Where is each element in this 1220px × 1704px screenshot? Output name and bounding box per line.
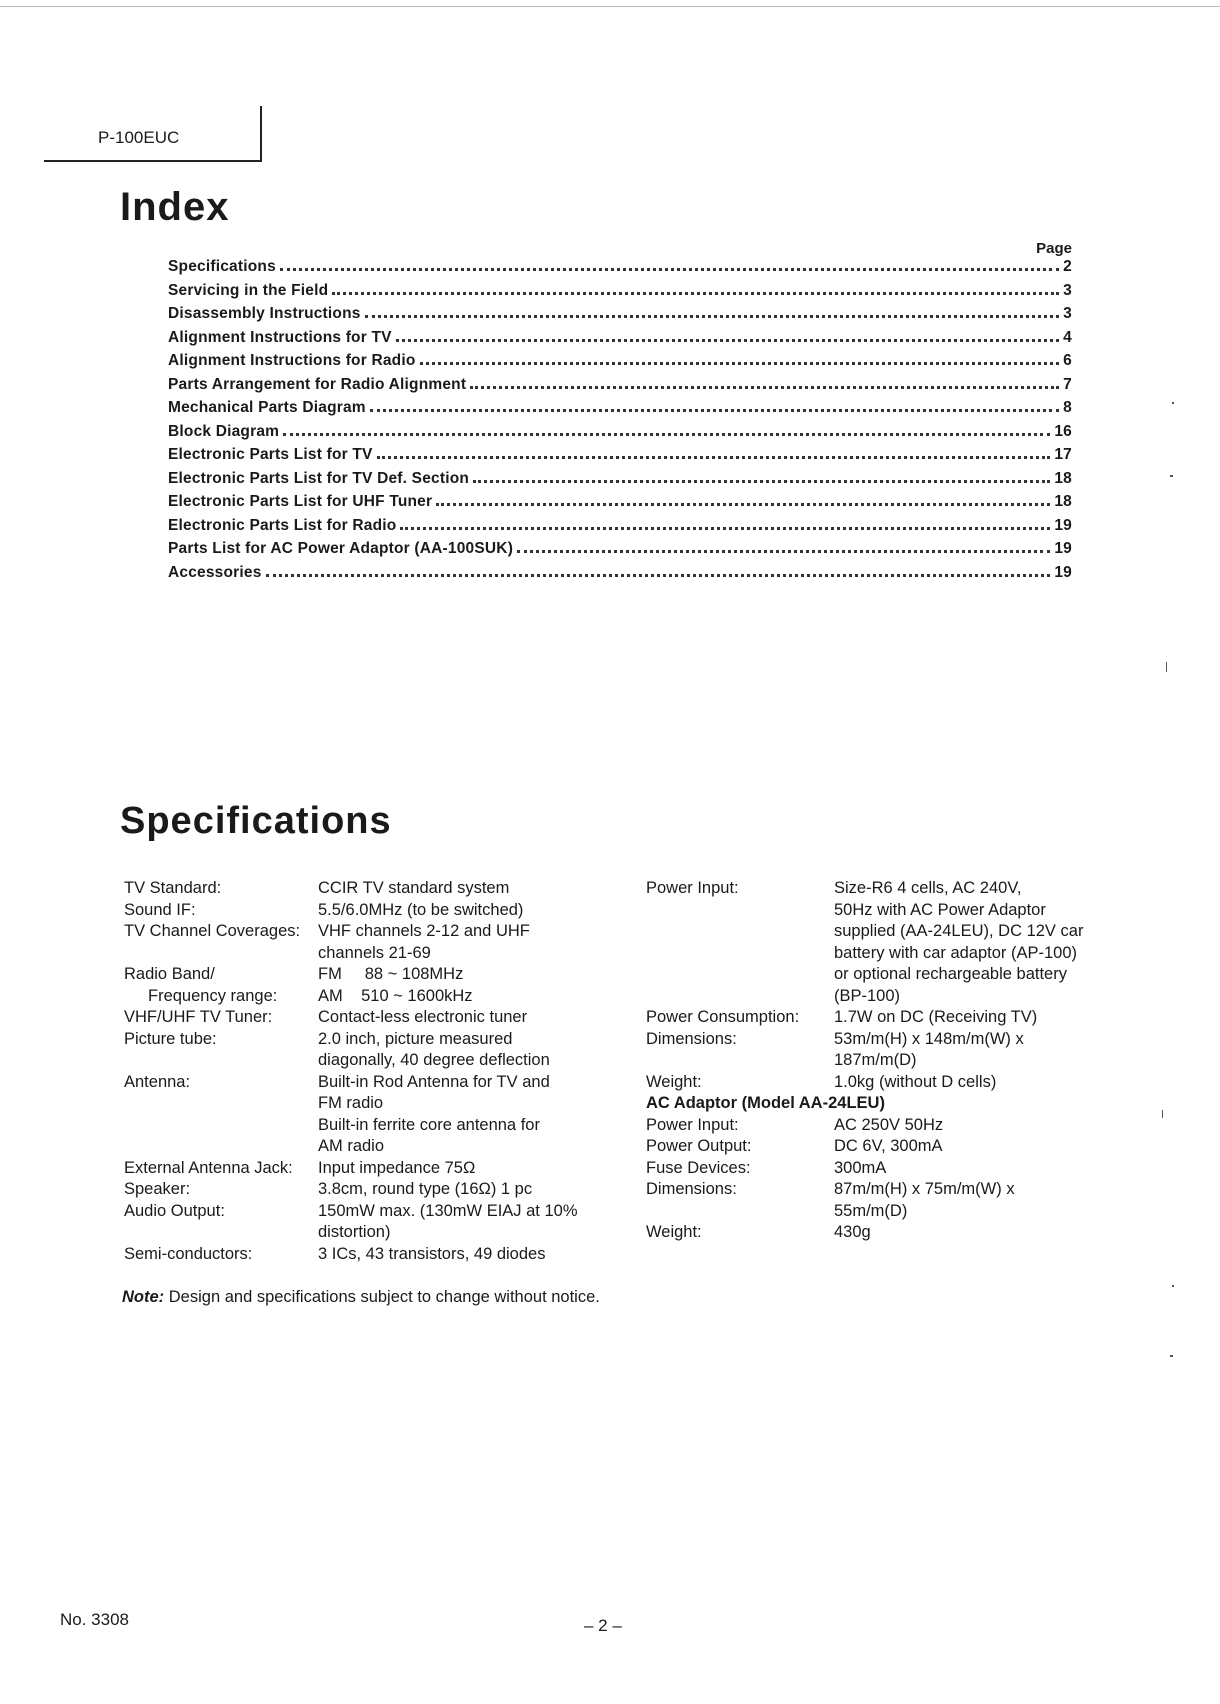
- spec-key: Semi-conductors:: [124, 1244, 253, 1263]
- spec-key: Weight:: [646, 1223, 702, 1241]
- index-entry: [168, 470, 1072, 494]
- spec-key: Sound IF:: [124, 900, 196, 919]
- dot-leader: [436, 502, 1050, 506]
- spec-note: [122, 1288, 600, 1307]
- index-entry-page: 17: [1054, 446, 1072, 463]
- spec-row: [124, 986, 624, 1008]
- spec-key: Dimensions:: [646, 1029, 737, 1048]
- spec-value: CCIR TV standard system: [318, 879, 510, 897]
- index-entry: [168, 329, 1072, 353]
- dot-leader: [283, 432, 1050, 436]
- spec-row: [646, 964, 1106, 986]
- top-rule: [0, 6, 1220, 7]
- spec-key: [646, 986, 834, 1008]
- index-entry-page: 2: [1063, 258, 1072, 275]
- specifications-title: Specifications: [120, 800, 392, 842]
- spec-key: TV Standard:: [124, 879, 222, 897]
- dot-leader: [470, 385, 1059, 389]
- spec-row: [124, 1222, 624, 1244]
- spec-row: [646, 1072, 1106, 1094]
- index-entry-label: Mechanical Parts Diagram: [168, 399, 366, 416]
- index-entry-page: 18: [1054, 493, 1072, 510]
- index-entry-page: 4: [1063, 328, 1072, 346]
- dot-leader: [420, 361, 1060, 365]
- spec-key: TV Channel Coverages:: [124, 922, 301, 940]
- index-entry-label: Accessories: [168, 563, 262, 581]
- index-title: Index: [120, 185, 230, 229]
- index-entry-page: 8: [1063, 399, 1072, 416]
- index-entry: [168, 282, 1072, 306]
- index-entry-label: Electronic Parts List for TV: [168, 446, 373, 463]
- spec-value: 1.0kg (without D cells): [834, 1072, 997, 1091]
- spec-value: 150mW max. (130mW EIAJ at 10%: [318, 1201, 578, 1220]
- index-entry-label: Disassembly Instructions: [168, 305, 361, 322]
- spec-key: [124, 1093, 318, 1115]
- index-entry: [168, 376, 1072, 400]
- index-entry-label: Servicing in the Field: [168, 281, 329, 299]
- spec-row: [124, 1244, 624, 1266]
- spec-key: [646, 943, 834, 965]
- spec-value: 430g: [834, 1223, 871, 1241]
- index-entry-label: Parts Arrangement for Radio Alignment: [168, 375, 467, 393]
- spec-key: [124, 1222, 318, 1244]
- spec-row: [124, 1201, 624, 1223]
- spec-row: [124, 1007, 624, 1029]
- index-entry: [168, 399, 1072, 423]
- spec-row: [124, 1179, 624, 1201]
- index-entry: [168, 352, 1072, 376]
- note-text: Design and specifications subject to change without notice.: [168, 1288, 600, 1306]
- dot-leader: [517, 549, 1050, 553]
- spec-row: [124, 900, 624, 922]
- spec-value: Input impedance 75Ω: [318, 1158, 476, 1177]
- spec-key: [646, 921, 834, 943]
- scan-speck: [1172, 1285, 1174, 1287]
- spec-row: [124, 1115, 624, 1137]
- spec-row: [646, 900, 1106, 922]
- index-entry-page: 16: [1054, 422, 1072, 440]
- spec-row: [646, 1136, 1106, 1158]
- spec-value: Built-in Rod Antenna for TV and: [318, 1072, 550, 1091]
- dot-leader: [280, 267, 1059, 271]
- spec-value: FM 88 ~ 108MHz: [318, 965, 464, 983]
- spec-key: [646, 964, 834, 986]
- index-list: [168, 258, 1072, 587]
- index-entry-page: 19: [1054, 516, 1072, 534]
- spec-value: or optional rechargeable battery: [834, 965, 1067, 983]
- index-entry-page: 19: [1054, 563, 1072, 581]
- spec-row: [124, 1050, 624, 1072]
- index-entry: [168, 540, 1072, 564]
- spec-key: Audio Output:: [124, 1201, 225, 1220]
- spec-row: [646, 1007, 1106, 1029]
- spec-row: [124, 878, 624, 900]
- spec-key: [646, 1201, 834, 1223]
- index-page-header: Page: [1036, 240, 1072, 257]
- spec-value: 2.0 inch, picture measured: [318, 1029, 513, 1048]
- dot-leader: [266, 573, 1051, 577]
- dot-leader: [396, 338, 1060, 342]
- spec-row: [124, 964, 624, 986]
- index-entry-label: Electronic Parts List for Radio: [168, 516, 397, 534]
- model-number: P-100EUC: [98, 128, 180, 147]
- note-label: Note:: [122, 1288, 165, 1306]
- spec-key: External Antenna Jack:: [124, 1158, 293, 1177]
- spec-row: [646, 1050, 1106, 1072]
- spec-key: Picture tube:: [124, 1029, 217, 1048]
- dot-leader: [473, 479, 1050, 483]
- spec-row: [646, 878, 1106, 900]
- spec-key: Weight:: [646, 1072, 702, 1091]
- dot-leader: [365, 314, 1060, 318]
- spec-value: battery with car adaptor (AP-100): [834, 943, 1078, 962]
- index-entry-label: Electronic Parts List for UHF Tuner: [168, 493, 433, 510]
- spec-value: Contact-less electronic tuner: [318, 1008, 528, 1026]
- index-entry: [168, 446, 1072, 470]
- index-entry: [168, 493, 1072, 517]
- spec-value: FM radio: [318, 1094, 384, 1112]
- index-entry-label: Parts List for AC Power Adaptor (AA-100SUK): [168, 540, 514, 557]
- spec-value: AM radio: [318, 1137, 385, 1155]
- spec-key: [646, 900, 834, 922]
- spec-right-column: [646, 878, 1106, 1244]
- spec-value: AC 250V 50Hz: [834, 1115, 944, 1134]
- spec-value: 3.8cm, round type (16Ω) 1 pc: [318, 1180, 533, 1198]
- spec-row: [646, 1029, 1106, 1051]
- spec-left-column: [124, 878, 624, 1265]
- spec-value: AM 510 ~ 1600kHz: [318, 986, 473, 1005]
- spec-row: [124, 1136, 624, 1158]
- page-number: – 2 –: [584, 1616, 622, 1635]
- index-entry-label: Electronic Parts List for TV Def. Section: [168, 469, 470, 487]
- spec-value: Size-R6 4 cells, AC 240V,: [834, 879, 1022, 897]
- spec-row: [646, 1222, 1106, 1244]
- spec-key: Power Input:: [646, 879, 739, 897]
- model-box: [44, 106, 262, 162]
- spec-row: [124, 1093, 624, 1115]
- index-entry: [168, 305, 1072, 329]
- spec-key: Power Input:: [646, 1115, 739, 1134]
- spec-value: 3 ICs, 43 transistors, 49 diodes: [318, 1244, 546, 1263]
- spec-key: Fuse Devices:: [646, 1158, 751, 1177]
- spec-value: 53m/m(H) x 148m/m(W) x: [834, 1029, 1024, 1048]
- spec-row: [646, 1115, 1106, 1137]
- scan-speck: [1170, 1355, 1173, 1357]
- spec-value: 55m/m(D): [834, 1201, 908, 1220]
- spec-key: Antenna:: [124, 1072, 191, 1091]
- index-entry: [168, 258, 1072, 282]
- spec-value: 300mA: [834, 1158, 887, 1177]
- spec-value: channels 21-69: [318, 943, 431, 962]
- spec-key: Frequency range:: [148, 986, 278, 1005]
- index-entry-label: Alignment Instructions for Radio: [168, 352, 416, 369]
- spec-value: (BP-100): [834, 986, 901, 1005]
- spec-value: 187m/m(D): [834, 1051, 917, 1069]
- spec-value: 1.7W on DC (Receiving TV): [834, 1008, 1038, 1026]
- dot-leader: [377, 455, 1051, 459]
- spec-row: [646, 1158, 1106, 1180]
- scan-speck: [1172, 402, 1174, 404]
- dot-leader: [370, 408, 1059, 412]
- spec-value: 5.5/6.0MHz (to be switched): [318, 900, 524, 919]
- document-number: No. 3308: [60, 1610, 129, 1629]
- index-entry-page: 6: [1063, 352, 1072, 369]
- spec-row: [646, 1179, 1106, 1201]
- spec-key: Power Consumption:: [646, 1008, 800, 1026]
- index-entry-page: 3: [1063, 281, 1072, 299]
- spec-key: [124, 1115, 318, 1137]
- spec-row: [124, 943, 624, 965]
- spec-value: 87m/m(H) x 75m/m(W) x: [834, 1180, 1015, 1198]
- spec-value: DC 6V, 300mA: [834, 1137, 943, 1155]
- spec-row: [646, 921, 1106, 943]
- spec-key: [646, 1050, 834, 1072]
- spec-value: VHF channels 2-12 and UHF: [318, 922, 530, 940]
- spec-value: diagonally, 40 degree deflection: [318, 1051, 550, 1069]
- spec-key: VHF/UHF TV Tuner:: [124, 1008, 273, 1026]
- spec-row: [646, 1201, 1106, 1223]
- spec-value: Built-in ferrite core antenna for: [318, 1115, 540, 1134]
- scan-speck: [1166, 662, 1167, 672]
- spec-row: [124, 1029, 624, 1051]
- scan-speck: [1162, 1110, 1163, 1118]
- spec-key: [124, 1050, 318, 1072]
- dot-leader: [400, 526, 1050, 530]
- index-entry: [168, 517, 1072, 541]
- scan-speck: [1170, 475, 1173, 477]
- ac-adaptor-header: AC Adaptor (Model AA-24LEU): [646, 1094, 885, 1112]
- spec-key: Dimensions:: [646, 1180, 737, 1198]
- spec-row: [646, 943, 1106, 965]
- spec-row: [124, 1072, 624, 1094]
- spec-value: distortion): [318, 1223, 391, 1241]
- index-entry-page: 7: [1063, 375, 1072, 393]
- index-entry-label: Specifications: [168, 258, 276, 275]
- spec-value: supplied (AA-24LEU), DC 12V car: [834, 922, 1084, 940]
- spec-key: [124, 943, 318, 965]
- spec-row: [646, 986, 1106, 1008]
- spec-value: 50Hz with AC Power Adaptor: [834, 900, 1046, 919]
- dot-leader: [332, 291, 1059, 295]
- spec-key: Radio Band/: [124, 965, 215, 983]
- index-entry-label: Alignment Instructions for TV: [168, 328, 392, 346]
- spec-row: [124, 1158, 624, 1180]
- spec-key: Power Output:: [646, 1137, 752, 1155]
- index-entry-page: 3: [1063, 305, 1072, 322]
- index-entry: [168, 564, 1072, 588]
- index-entry-label: Block Diagram: [168, 422, 280, 440]
- index-entry-page: 19: [1054, 540, 1072, 557]
- spec-row: [124, 921, 624, 943]
- index-entry-page: 18: [1054, 469, 1072, 487]
- index-entry: [168, 423, 1072, 447]
- spec-key: Speaker:: [124, 1180, 191, 1198]
- spec-key: [124, 1136, 318, 1158]
